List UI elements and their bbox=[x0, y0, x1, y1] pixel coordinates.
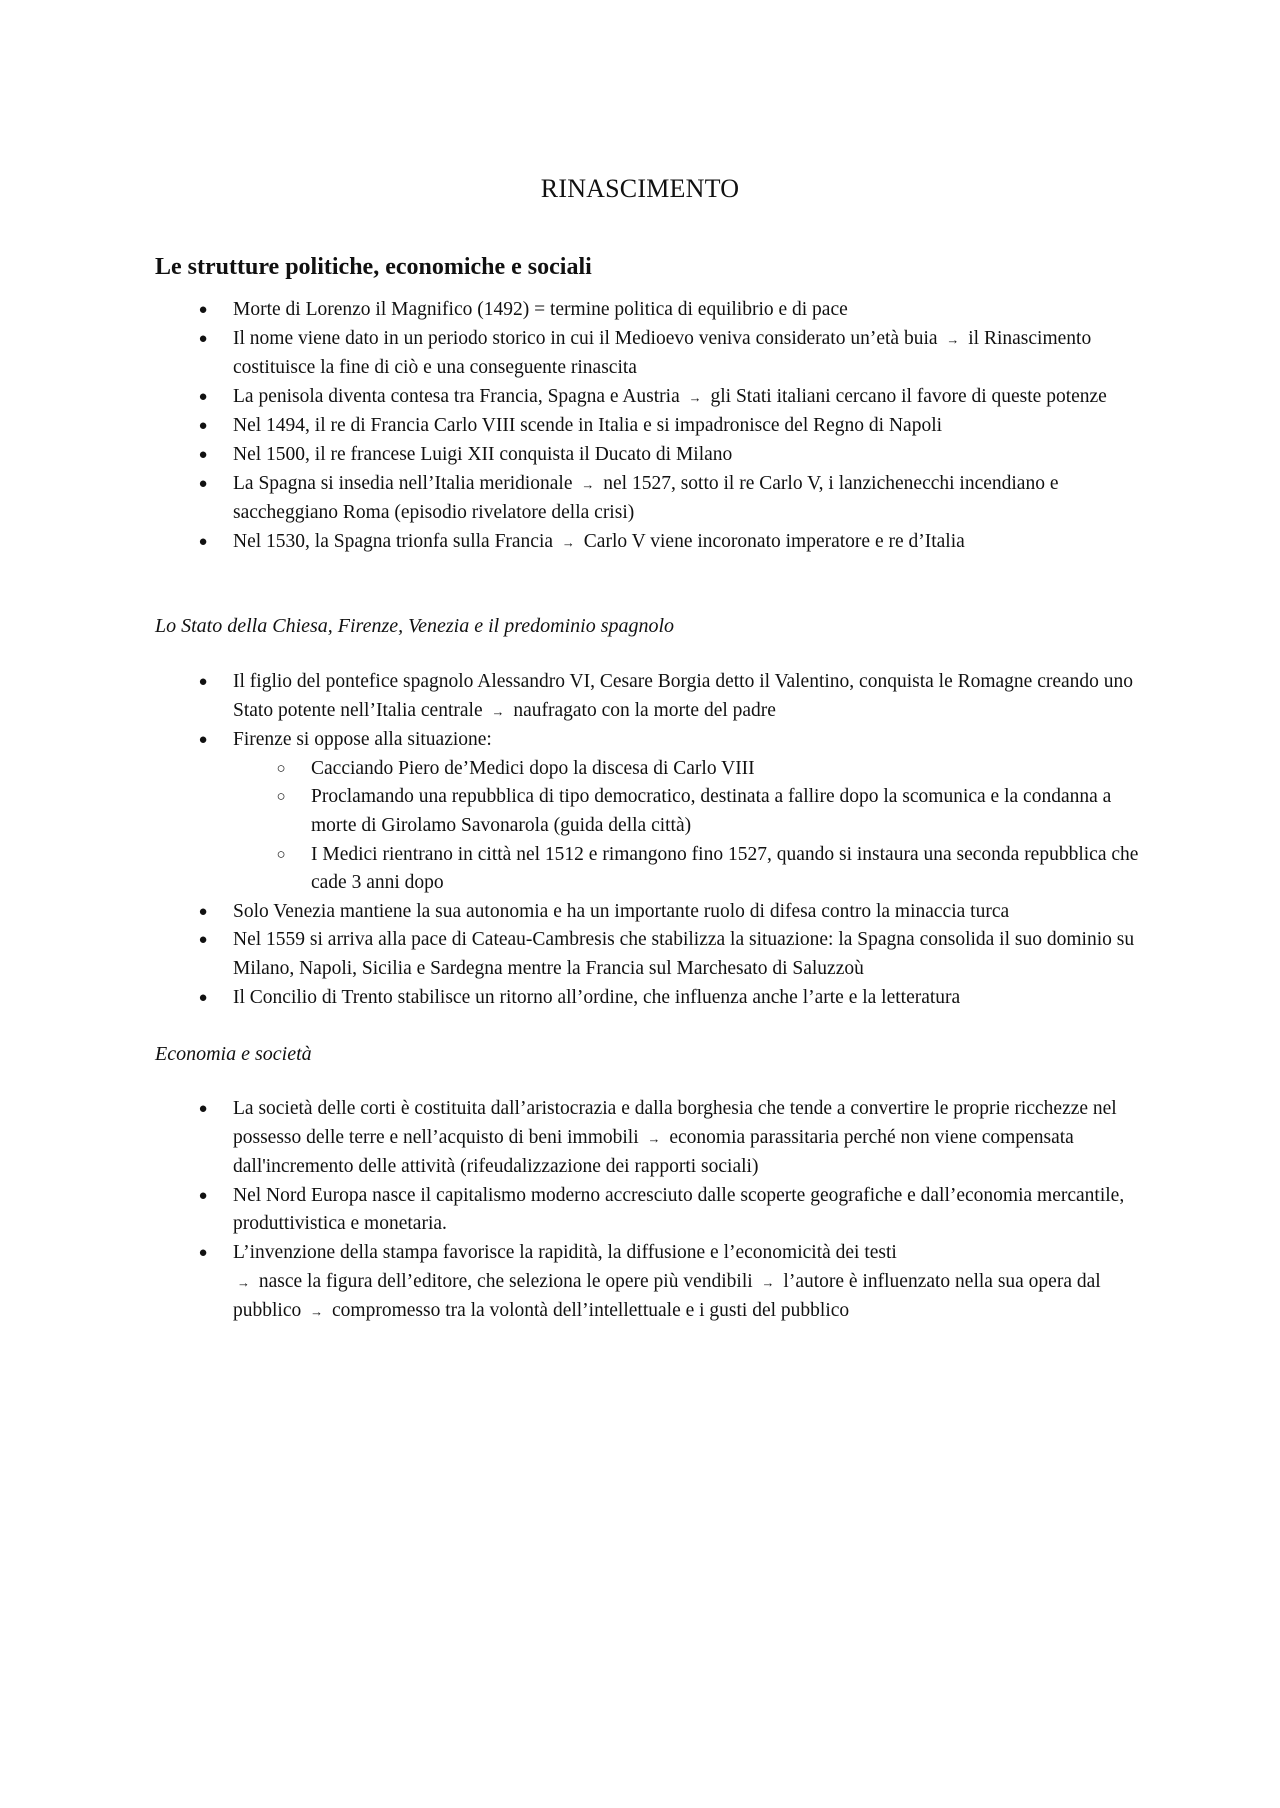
arrow-icon: → bbox=[647, 1130, 661, 1146]
list-item-text: Nel 1530, la Spagna trionfa sulla Francia bbox=[233, 530, 554, 552]
list-item bbox=[155, 528, 1155, 558]
section-heading: Le strutture politiche, economiche e sociali bbox=[155, 253, 592, 280]
bullet-icon: ● bbox=[198, 989, 208, 1006]
list-item-text: La società delle corti è costituita dall’aristocrazia e dalla borghesia che tende a convertire le proprie ricchezze nel possesso delle terre e nell’acquisto di beni immobili bbox=[233, 1098, 1117, 1148]
list-item bbox=[155, 470, 1155, 528]
sub-list-item bbox=[233, 841, 1155, 898]
list-item-text: Il figlio del pontefice spagnolo Alessandro VI, Cesare Borgia detto il Valentino, conquista le Romagne creando uno Stato potente nell’Italia centrale bbox=[233, 671, 1134, 721]
list-item-text: economia parassitaria perché non viene compensata dall'incremento delle attività (rifeudalizzazione dei rapporti sociali) bbox=[233, 1126, 1074, 1178]
sub-bullet-icon: ○ bbox=[276, 846, 286, 863]
bullet-icon: ● bbox=[198, 1101, 208, 1117]
list-item bbox=[155, 984, 1155, 1013]
list-item-text: Morte di Lorenzo il Magnifico (1492) = termine politica di equilibrio e di pace bbox=[233, 299, 848, 320]
list-item-text: La Spagna si insedia nell’Italia meridionale bbox=[233, 472, 573, 494]
bullet-icon: ● bbox=[198, 1187, 208, 1204]
list-item-text: Carlo V viene incoronato imperatore e re d’Italia bbox=[583, 530, 965, 552]
sub-bullet-list bbox=[233, 755, 1155, 898]
list-item-text: il Rinascimento costituisce la fine di ciò e una conseguente rinascita bbox=[233, 327, 1092, 379]
list-item-text: Nel 1500, il re francese Luigi XII conquista il Ducato di Milano bbox=[233, 443, 733, 465]
list-item bbox=[155, 1182, 1155, 1239]
list-item-text: Firenze si oppose alla situazione: bbox=[233, 729, 492, 751]
sub-list-item bbox=[233, 783, 1155, 840]
list-item-text: Cacciando Piero de’Medici dopo la discesa di Carlo VIII bbox=[311, 757, 755, 779]
list-item-text: Nel Nord Europa nasce il capitalismo moderno accresciuto dalle scoperte geografiche e dall’economia mercantile, produttivistica e monetaria. bbox=[233, 1184, 1125, 1235]
list-item bbox=[155, 441, 1155, 470]
bullet-icon: ● bbox=[198, 302, 208, 318]
list-item-text: nel 1527, sotto il re Carlo V, i lanzichenecchi incendiano e saccheggiano Roma (episodio rivelatore della crisi) bbox=[233, 472, 1059, 524]
list-item-text: Solo Venezia mantiene la sua autonomia e ha un importante ruolo di difesa contro la minaccia turca bbox=[233, 900, 1010, 922]
bullet-icon: ● bbox=[198, 330, 208, 347]
bullet-icon: ● bbox=[198, 932, 208, 949]
bullet-icon: ● bbox=[198, 1244, 208, 1261]
subheading-stato-chiesa: Lo Stato della Chiesa, Firenze, Venezia e il predominio spagnolo bbox=[155, 615, 675, 637]
list-item bbox=[155, 1239, 1155, 1327]
list-item-text: Proclamando una repubblica di tipo democratico, destinata a fallire dopo la scomunica e la condanna a morte di Girolamo Savonarola (guida della città) bbox=[311, 786, 1112, 836]
arrow-icon: → bbox=[310, 1304, 324, 1320]
list-item bbox=[155, 668, 1155, 726]
bullet-icon: ● bbox=[198, 903, 208, 920]
list-item bbox=[155, 726, 1155, 898]
section2-bullet-list bbox=[155, 668, 1155, 1012]
arrow-icon: → bbox=[581, 476, 595, 492]
list-item-text: L’invenzione della stampa favorisce la rapidità, la diffusione e l’economicità dei testi bbox=[233, 1241, 897, 1263]
section3-bullet-list bbox=[155, 1095, 1155, 1327]
bullet-icon: ● bbox=[198, 533, 208, 550]
sub-bullet-icon: ○ bbox=[276, 789, 286, 806]
sub-list-item bbox=[233, 755, 1155, 784]
list-item-text: Il Concilio di Trento stabilisce un ritorno all’ordine, che influenza anche l’arte e la letteratura bbox=[233, 986, 961, 1008]
bullet-icon: ● bbox=[198, 674, 208, 690]
list-item bbox=[155, 325, 1155, 383]
list-item-text: nasce la figura dell’editore, che seleziona le opere più vendibili bbox=[258, 1270, 753, 1292]
list-item bbox=[155, 383, 1155, 413]
list-item-text: La penisola diventa contesa tra Francia, Spagna e Austria bbox=[233, 385, 680, 407]
bullet-icon: ● bbox=[198, 418, 208, 435]
list-item bbox=[155, 296, 1155, 325]
list-item-text: Il nome viene dato in un periodo storico in cui il Medioevo veniva considerato un’età buia bbox=[233, 327, 938, 349]
list-item bbox=[155, 1095, 1155, 1182]
list-item-text: Nel 1559 si arriva alla pace di Cateau-Cambresis che stabilizza la situazione: la Spagna consolida il suo dominio su Milano, Napoli, Sicilia e Sardegna mentre la Francia sul Marchesato di Saluzzoù bbox=[233, 929, 1135, 979]
list-item-text: gli Stati italiani cercano il favore di queste potenze bbox=[710, 385, 1107, 407]
arrow-icon: → bbox=[561, 534, 575, 550]
list-item-text: I Medici rientrano in città nel 1512 e rimangono fino 1527, quando si instaura una seconda repubblica che cade 3 anni dopo bbox=[311, 843, 1139, 894]
list-item bbox=[155, 412, 1155, 441]
bullet-icon: ● bbox=[198, 732, 208, 749]
list-item-text: l’autore è influenzato nella sua opera dal pubblico bbox=[233, 1270, 1101, 1322]
list-item-text: naufragato con la morte del padre bbox=[513, 699, 776, 721]
bullet-icon: ● bbox=[198, 446, 208, 463]
document-title: RINASCIMENTO bbox=[540, 174, 740, 204]
bullet-icon: ● bbox=[198, 475, 208, 492]
list-item bbox=[155, 898, 1155, 927]
list-item-text: compromesso tra la volontà dell’intellettuale e i gusti del pubblico bbox=[332, 1300, 850, 1322]
sub-bullet-icon: ○ bbox=[276, 760, 286, 777]
arrow-icon: → bbox=[237, 1274, 250, 1290]
arrow-icon: → bbox=[946, 331, 960, 347]
bullet-icon: ● bbox=[198, 388, 208, 405]
subheading-economia: Economia e società bbox=[155, 1043, 312, 1065]
arrow-icon: → bbox=[688, 389, 702, 405]
list-item bbox=[155, 926, 1155, 983]
arrow-icon: → bbox=[491, 703, 505, 719]
arrow-icon: → bbox=[761, 1274, 775, 1290]
list-item-text: Nel 1494, il re di Francia Carlo VIII scende in Italia e si impadronisce del Regno di Napoli bbox=[233, 415, 943, 437]
section1-bullet-list bbox=[155, 296, 1155, 557]
